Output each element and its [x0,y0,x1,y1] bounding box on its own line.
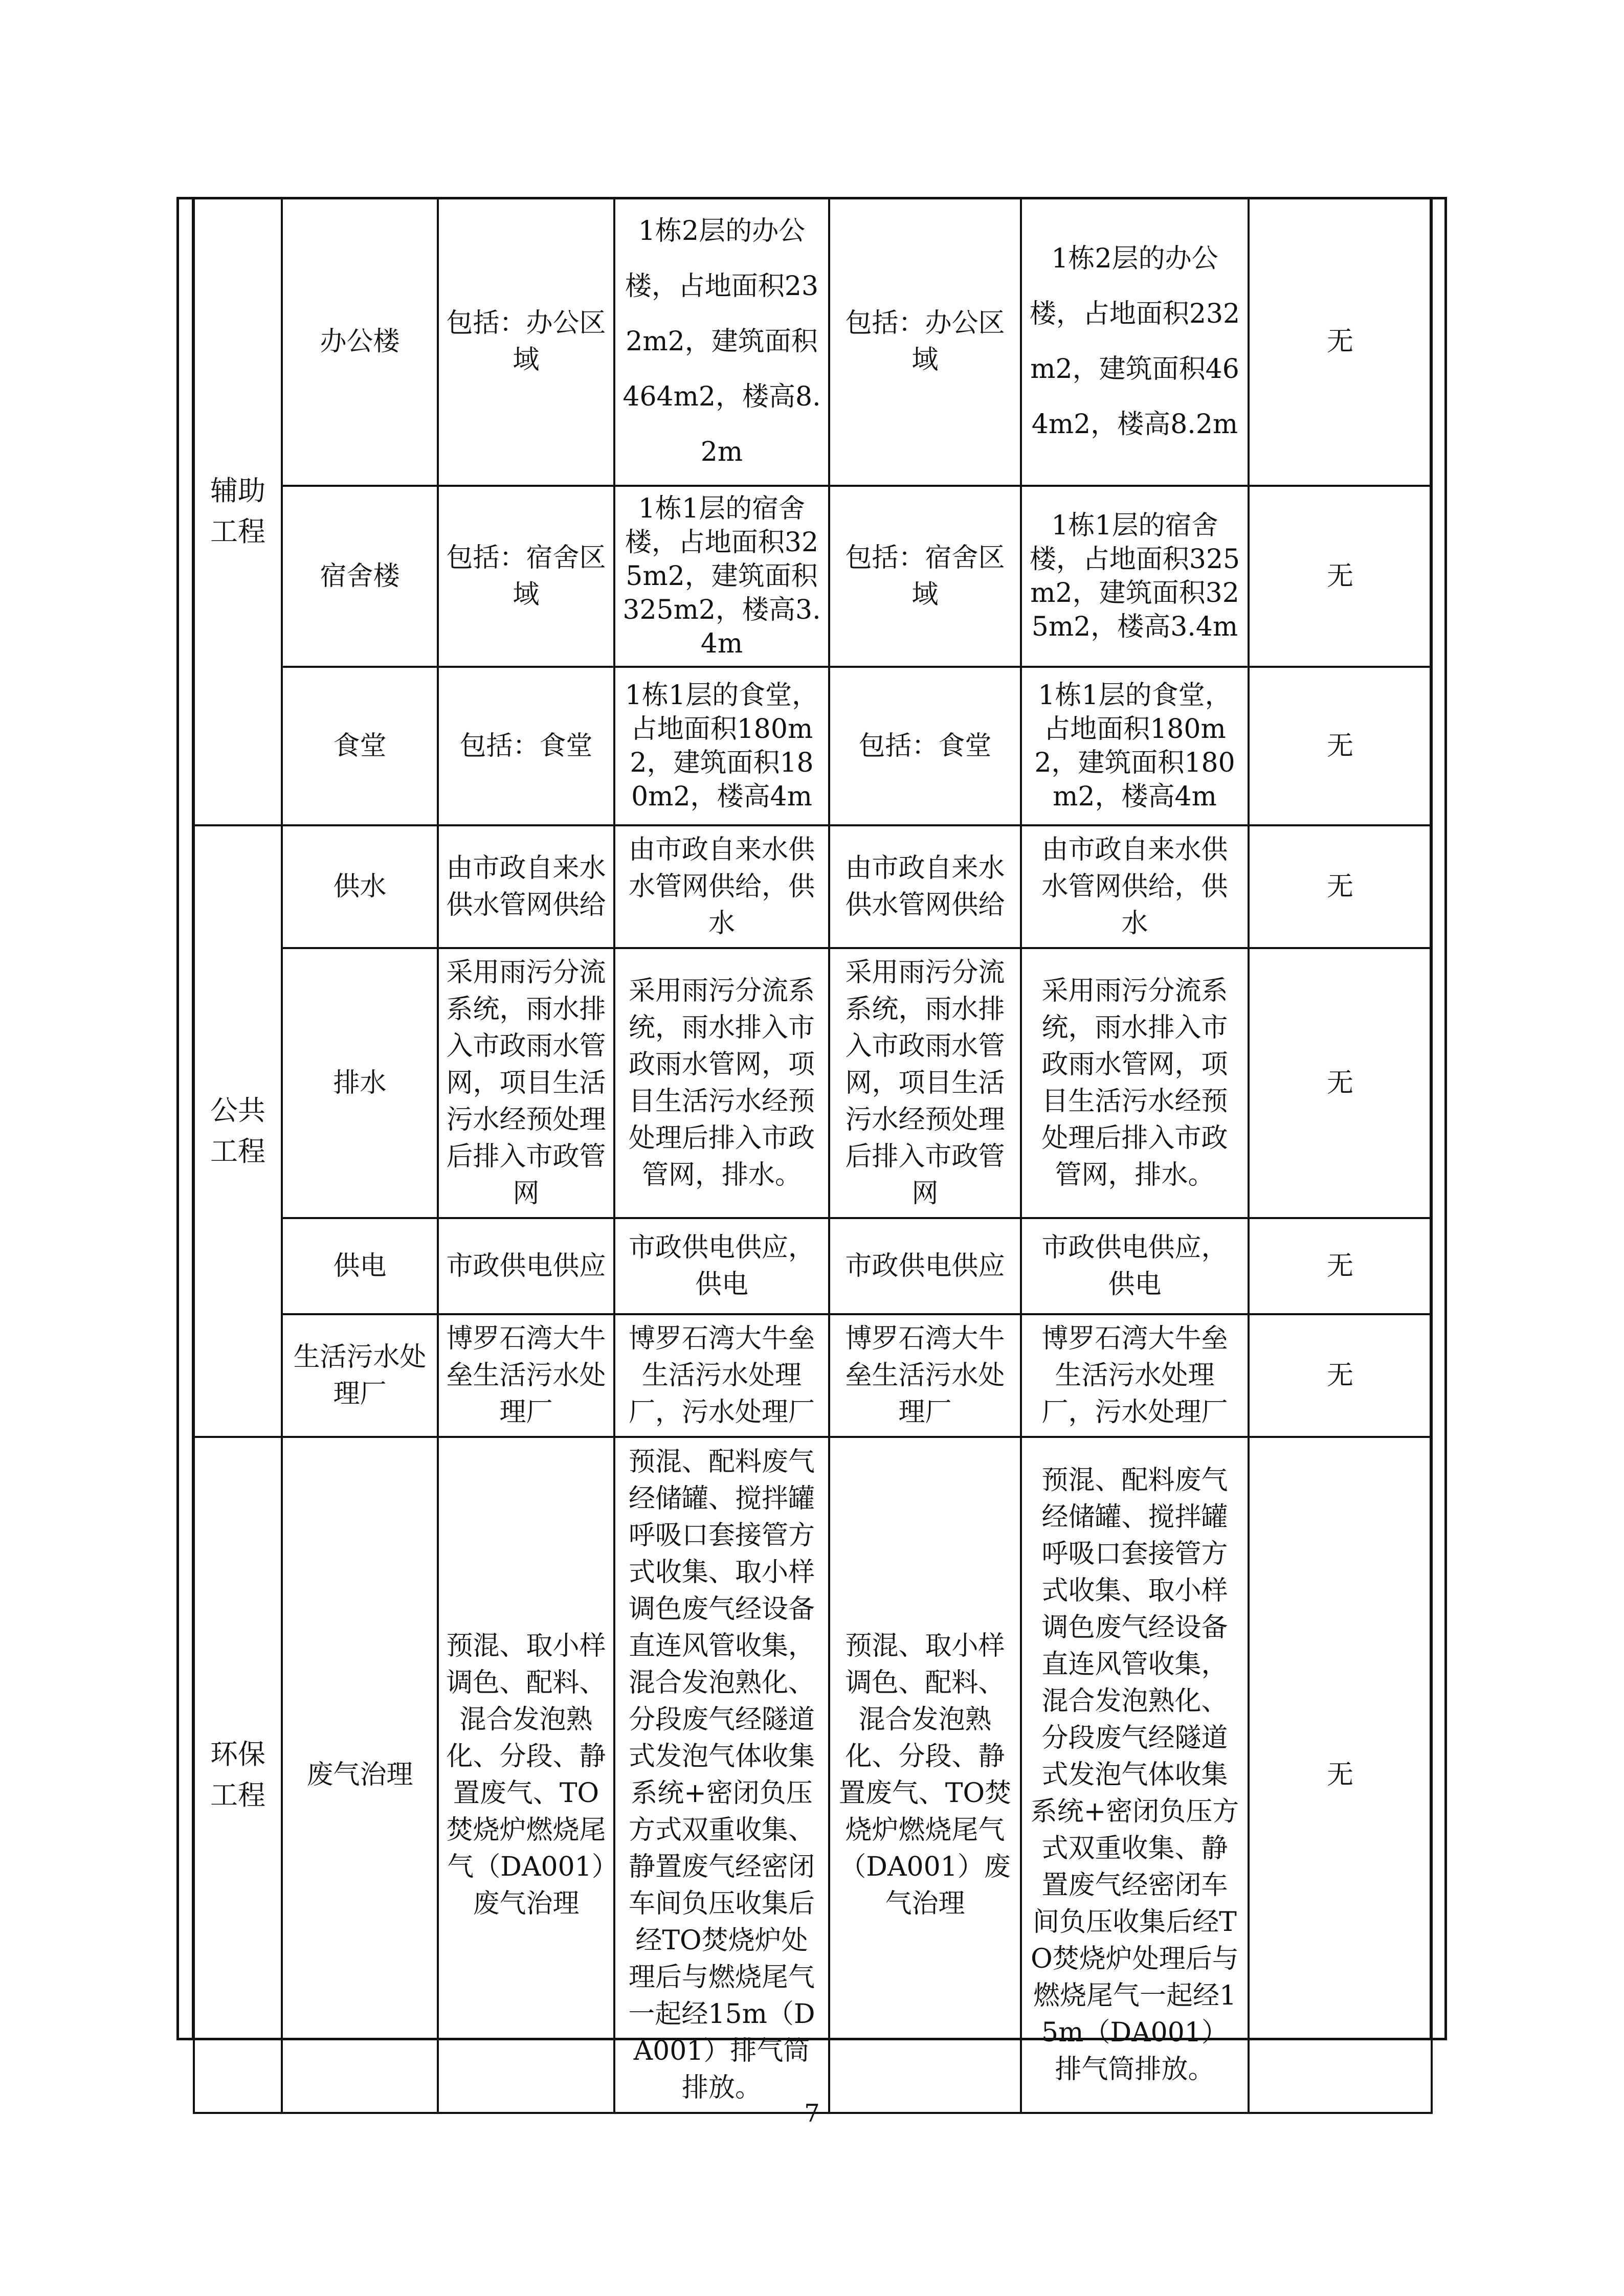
cell: 市政供电供应 [438,1218,614,1314]
page-number: 7 [804,2099,820,2128]
cell: 由市政自来水供水管网供给，供水 [614,825,829,948]
project-composition-table [193,198,1433,2114]
table-row [194,1218,1432,1314]
cell: 由市政自来水供水管网供给 [438,825,614,948]
cell: 1栋1层的宿舍楼，占地面积325m2，建筑面积325m2，楼高3.4m [614,486,829,667]
cell: 无 [1249,825,1432,948]
cell: 包括：食堂 [438,667,614,825]
cell: 采用雨污分流系统，雨水排入市政雨水管网，项目生活污水经预处理后排入市政管网 [829,948,1021,1218]
cell: 无 [1249,1437,1432,2113]
cell: 无 [1249,198,1432,486]
item-name-cell: 食堂 [282,667,438,825]
cell: 由市政自来水供水管网供给 [829,825,1021,948]
cell: 采用雨污分流系统，雨水排入市政雨水管网，项目生活污水经预处理后排入市政管网，排水。 [614,948,829,1218]
cell: 博罗石湾大牛垒生活污水处理厂 [829,1314,1021,1437]
cell: 包括：宿舍区域 [438,486,614,667]
cell: 包括：食堂 [829,667,1021,825]
cell: 无 [1249,948,1432,1218]
cell: 采用雨污分流系统，雨水排入市政雨水管网，项目生活污水经预处理后排入市政管网，排水。 [1021,948,1249,1218]
cell: 市政供电供应，供电 [614,1218,829,1314]
cell: 市政供电供应，供电 [1021,1218,1249,1314]
table-row [194,825,1432,948]
cell: 博罗石湾大牛垒生活污水处理厂，污水处理厂 [1021,1314,1249,1437]
item-name-cell: 宿舍楼 [282,486,438,667]
cell: 博罗石湾大牛垒生活污水处理厂，污水处理厂 [614,1314,829,1437]
cell: 无 [1249,667,1432,825]
item-name-cell: 供电 [282,1218,438,1314]
cell: 预混、配料废气经储罐、搅拌罐呼吸口套接管方式收集、取小样调色废气经设备直连风管收集，混合发泡熟化、分段废气经隧道式发泡气体收集系统+密闭负压方式双重收集、静置废气经密闭车间负压收集后经TO焚烧炉处理后与燃烧尾气一起经15m（DA001）排气筒排放。 [614,1437,829,2113]
cell: 预混、取小样调色、配料、混合发泡熟化、分段、静置废气、TO焚烧炉燃烧尾气（DA001）废气治理 [438,1437,614,2113]
category-cell: 辅助工程 [194,198,282,825]
table-row [194,198,1432,486]
category-cell: 公共工程 [194,825,282,1437]
cell: 预混、取小样调色、配料、混合发泡熟化、分段、静置废气、TO焚烧炉燃烧尾气（DA001）废气治理 [829,1437,1021,2113]
item-name-cell: 供水 [282,825,438,948]
cell: 无 [1249,1314,1432,1437]
cell: 由市政自来水供水管网供给，供水 [1021,825,1249,948]
table-row [194,667,1432,825]
cell: 1栋1层的食堂，占地面积180m2，建筑面积180m2，楼高4m [1021,667,1249,825]
cell: 1栋2层的办公楼，占地面积232m2，建筑面积464m2，楼高8.2m [1021,198,1249,486]
cell: 包括：宿舍区域 [829,486,1021,667]
cell: 1栋1层的宿舍楼，占地面积325m2，建筑面积325m2，楼高3.4m [1021,486,1249,667]
cell: 无 [1249,486,1432,667]
cell: 无 [1249,1218,1432,1314]
cell: 1栋2层的办公楼，占地面积232m2，建筑面积464m2，楼高8.2m [614,198,829,486]
cell: 包括：办公区域 [438,198,614,486]
table-row [194,486,1432,667]
cell: 博罗石湾大牛垒生活污水处理厂 [438,1314,614,1437]
table-row [194,1437,1432,2113]
cell: 预混、配料废气经储罐、搅拌罐呼吸口套接管方式收集、取小样调色废气经设备直连风管收集，混合发泡熟化、分段废气经隧道式发泡气体收集系统+密闭负压方式双重收集、静置废气经密闭车间负压收集后经TO焚烧炉处理后与燃烧尾气一起经15m（DA001）排气筒排放。 [1021,1437,1249,2113]
cell: 市政供电供应 [829,1218,1021,1314]
item-name-cell: 办公楼 [282,198,438,486]
category-cell: 环保工程 [194,1437,282,2113]
item-name-cell: 废气治理 [282,1437,438,2113]
table-row [194,1314,1432,1437]
table-row [194,948,1432,1218]
item-name-cell: 排水 [282,948,438,1218]
item-name-cell: 生活污水处理厂 [282,1314,438,1437]
cell: 1栋1层的食堂，占地面积180m2，建筑面积180m2，楼高4m [614,667,829,825]
cell: 采用雨污分流系统，雨水排入市政雨水管网，项目生活污水经预处理后排入市政管网 [438,948,614,1218]
cell: 包括：办公区域 [829,198,1021,486]
